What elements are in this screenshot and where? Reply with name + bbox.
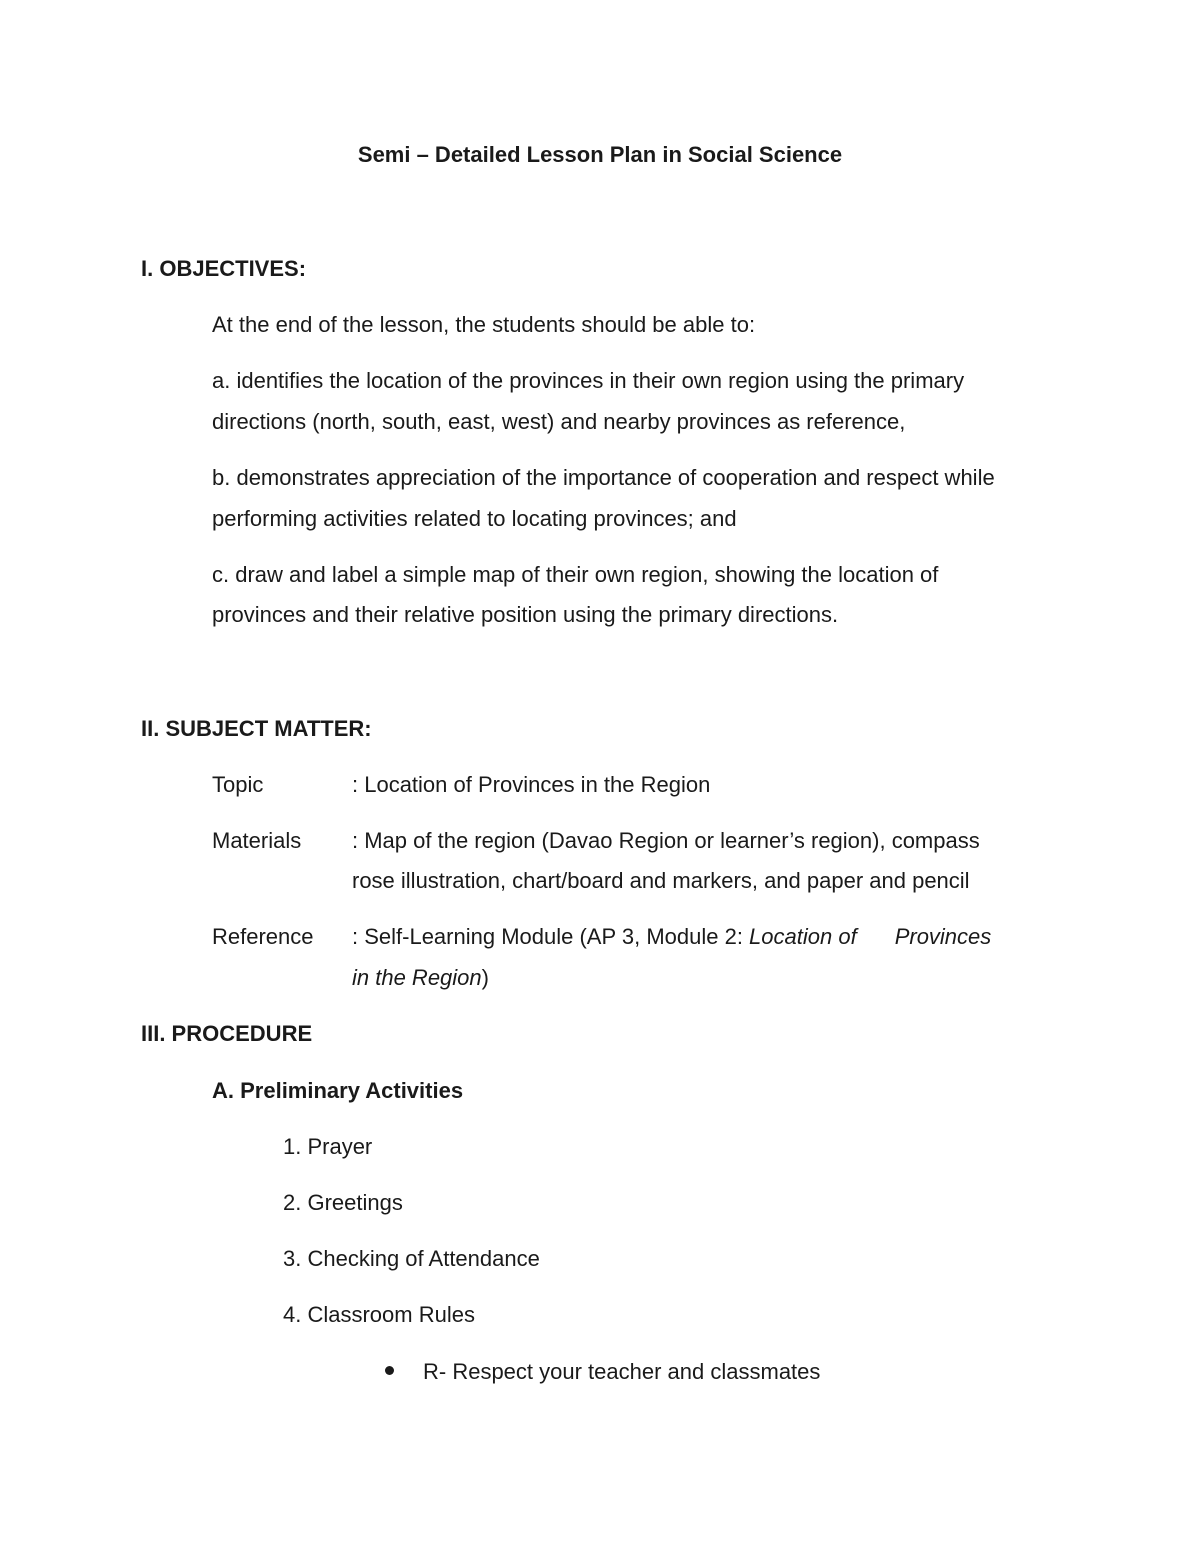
reference-suffix: ): [481, 965, 489, 990]
materials-label: Materials: [212, 828, 302, 853]
procedure-heading: III. PROCEDURE: [141, 1021, 313, 1046]
list-item-classroom-rules: 4. Classroom Rules: [283, 1302, 475, 1327]
materials-value-line2: rose illustration, chart/board and markers, and paper and pencil: [352, 868, 970, 893]
objective-b-line1: b. demonstrates appreciation of the importance of cooperation and respect while: [212, 465, 995, 490]
reference-title-part1: Location of: [749, 924, 857, 949]
list-item-attendance: 3. Checking of Attendance: [283, 1246, 540, 1271]
objectives-intro: At the end of the lesson, the students should be able to:: [212, 312, 756, 337]
reference-label: Reference: [212, 924, 314, 949]
objective-c-line1: c. draw and label a simple map of their own region, showing the location of: [212, 562, 939, 587]
rule-item-respect: R- Respect your teacher and classmates: [423, 1359, 821, 1384]
list-item-prayer: 1. Prayer: [283, 1134, 373, 1159]
subject-matter-heading: II. SUBJECT MATTER:: [141, 716, 372, 741]
objectives-heading: I. OBJECTIVES:: [141, 256, 307, 281]
reference-value-line1: [352, 924, 991, 950]
topic-value: : Location of Provinces in the Region: [352, 772, 711, 797]
reference-value-line2: [352, 965, 489, 991]
objective-a-line2: directions (north, south, east, west) and nearby provinces as reference,: [212, 409, 906, 434]
objective-b-line2: performing activities related to locating provinces; and: [212, 506, 737, 531]
objective-c-line2: provinces and their relative position using the primary directions.: [212, 602, 839, 627]
preliminary-activities-heading: A. Preliminary Activities: [212, 1078, 464, 1103]
page-title: Semi – Detailed Lesson Plan in Social Science: [357, 142, 843, 167]
topic-label: Topic: [212, 772, 264, 797]
objective-a-line1: a. identifies the location of the provinces in their own region using the primary: [212, 368, 965, 393]
bullet-dot-icon: [385, 1366, 394, 1375]
reference-title-part2: Provinces: [894, 924, 992, 949]
reference-title-part3: in the Region: [352, 965, 482, 990]
materials-value-line1: : Map of the region (Davao Region or learner’s region), compass: [352, 828, 980, 853]
list-item-greetings: 2. Greetings: [283, 1190, 403, 1215]
reference-prefix: : Self-Learning Module (AP 3, Module 2:: [352, 924, 750, 949]
